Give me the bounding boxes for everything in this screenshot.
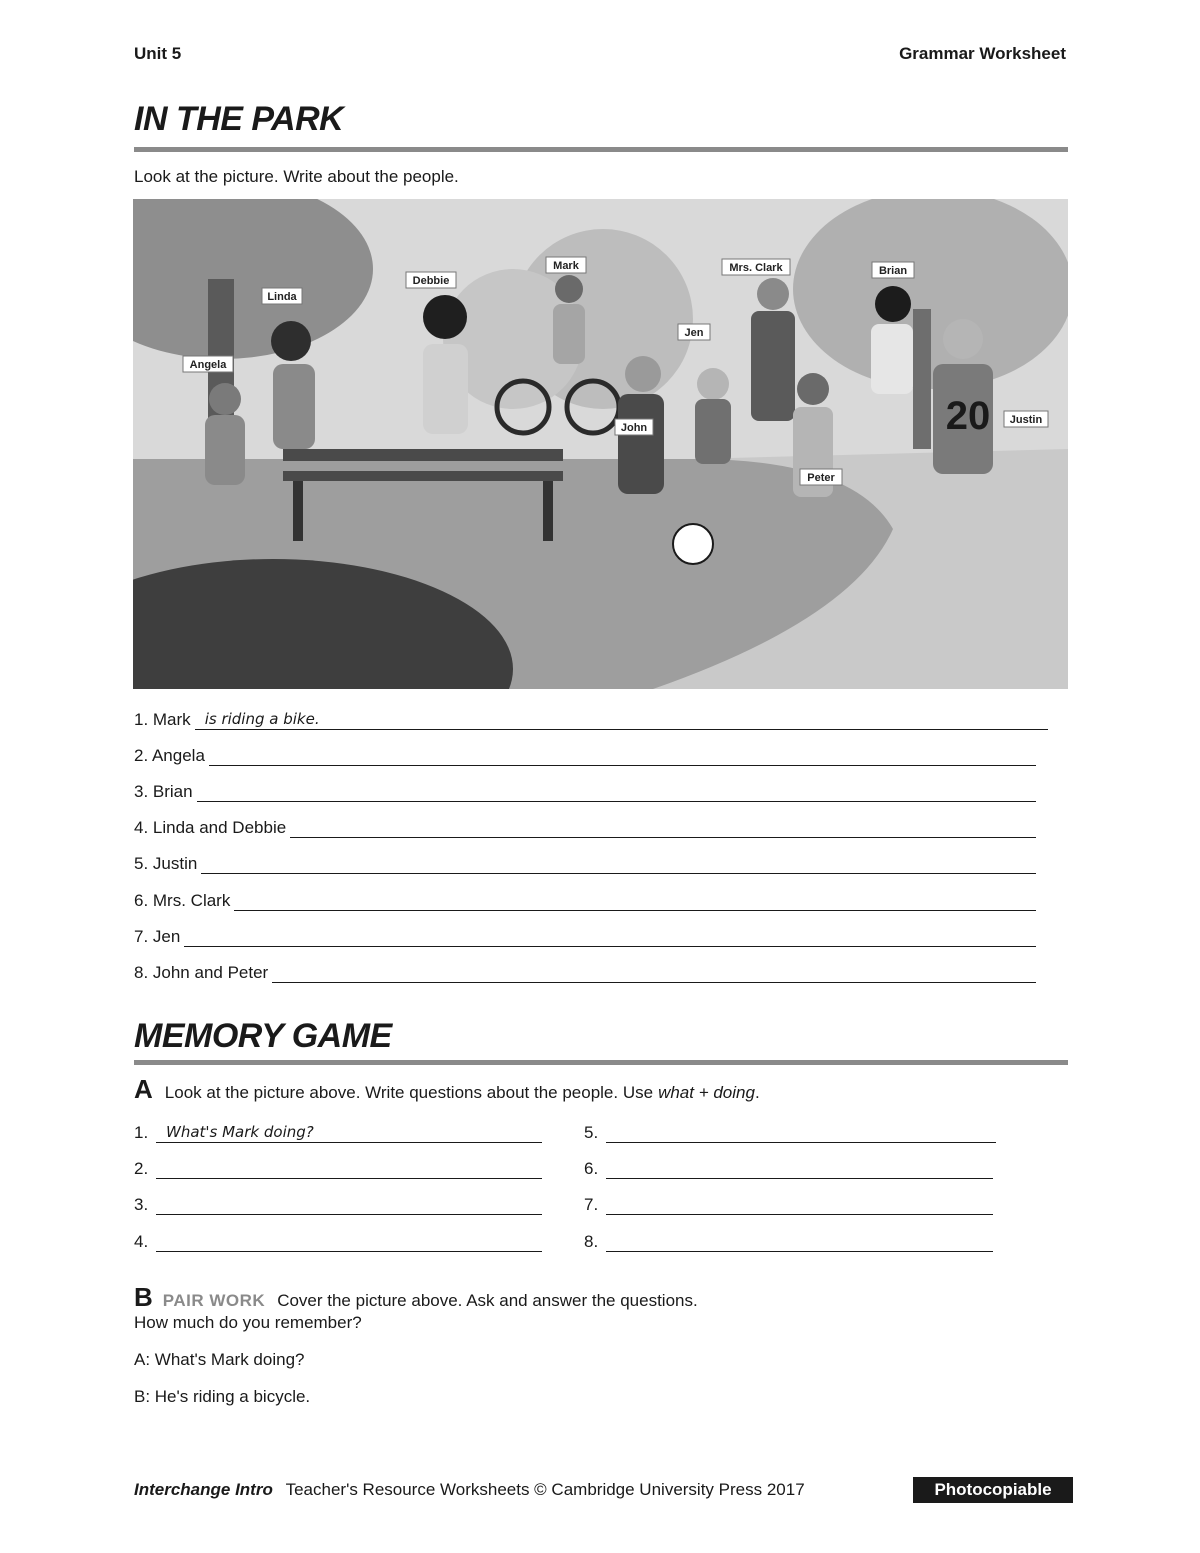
svg-text:Debbie: Debbie: [412, 275, 450, 287]
exercise-item-6: [134, 887, 1036, 911]
exercise-item-3: [134, 778, 1036, 802]
svg-text:Jen: Jen: [684, 327, 704, 339]
item-label: 4. Linda and Debbie: [134, 818, 287, 837]
answer-field[interactable]: is riding a bike.: [195, 709, 1048, 730]
section-title-park: IN THE PARK: [134, 100, 344, 138]
item-label: 5. Justin: [134, 854, 198, 873]
answer-field[interactable]: [184, 928, 1036, 947]
svg-text:Mrs. Clark: Mrs. Clark: [729, 262, 783, 274]
name-tag-mrs-clark: [722, 259, 790, 275]
question-field[interactable]: [156, 1160, 542, 1179]
exercise-item-4: [134, 814, 1036, 838]
question-item-3: 3.: [134, 1191, 542, 1215]
question-item-5: 5.: [584, 1119, 996, 1143]
svg-text:Peter: Peter: [807, 472, 835, 484]
svg-text:Justin: Justin: [1009, 414, 1043, 426]
question-field[interactable]: [156, 1233, 542, 1252]
question-field[interactable]: [606, 1160, 993, 1179]
photocopiable-badge: Photocopiable: [913, 1477, 1073, 1503]
worksheet-type: Grammar Worksheet: [899, 44, 1066, 63]
item-label: 1. Mark: [134, 710, 191, 729]
part-a-instruction: A Look at the picture above. Write questions about the people. Use what + doing .: [134, 1074, 760, 1104]
answer-field[interactable]: [197, 783, 1036, 802]
park-scene-image: [133, 199, 1068, 689]
part-b-instruction: B PAIR WORK Cover the picture above. Ask and answer the questions.: [134, 1282, 698, 1312]
exercise-item-2: [134, 742, 1036, 766]
item-label: 8. John and Peter: [134, 963, 269, 982]
unit-label: Unit 5: [134, 44, 182, 63]
question-item-7: 7.: [584, 1191, 993, 1215]
svg-text:John: John: [620, 422, 648, 434]
name-tag-angela: [183, 356, 233, 372]
answer-field[interactable]: [234, 892, 1036, 911]
answer-field[interactable]: [209, 747, 1036, 766]
part-b-letter: B: [134, 1282, 153, 1312]
question-field[interactable]: [606, 1124, 996, 1143]
exercise-item-1: [134, 706, 1048, 730]
question-field[interactable]: [606, 1233, 993, 1252]
question-field[interactable]: What's Mark doing?: [156, 1122, 542, 1143]
park-instruction: Look at the picture. Write about the people.: [134, 167, 459, 186]
question-item-8: 8.: [584, 1228, 993, 1252]
answer-field[interactable]: [272, 964, 1036, 983]
svg-text:Mark: Mark: [553, 260, 579, 272]
svg-text:Angela: Angela: [189, 359, 227, 371]
name-tag-justin: [1004, 411, 1048, 427]
footer: [134, 1480, 805, 1500]
answer-field[interactable]: [290, 819, 1036, 838]
footer-brand: Interchange Intro: [134, 1480, 273, 1499]
name-tag-peter: [800, 469, 842, 485]
question-field[interactable]: [156, 1196, 542, 1215]
exercise-item-7: [134, 923, 1036, 947]
exercise-item-5: [134, 850, 1036, 874]
name-tag-brian: [872, 262, 914, 278]
name-tag-mark: [546, 257, 586, 273]
name-tag-debbie: [406, 272, 456, 288]
exercise-item-8: [134, 959, 1036, 983]
item-label: 3. Brian: [134, 782, 193, 801]
svg-text:Linda: Linda: [267, 291, 297, 303]
svg-text:20: 20: [945, 394, 991, 438]
question-item-2: 2.: [134, 1155, 542, 1179]
question-field[interactable]: [606, 1196, 993, 1215]
question-item-4: 4.: [134, 1228, 542, 1252]
item-label: 6. Mrs. Clark: [134, 891, 231, 910]
name-tag-linda: [262, 288, 302, 304]
section-title-memory: MEMORY GAME: [134, 1017, 392, 1055]
footer-copyright: Teacher's Resource Worksheets © Cambridge University Press 2017: [285, 1480, 805, 1499]
item-label: 2. Angela: [134, 746, 205, 765]
part-a-letter: A: [134, 1074, 153, 1104]
dialogue-line-b: B: He's riding a bicycle.: [134, 1387, 311, 1406]
name-tag-jen: [678, 324, 710, 340]
item-label: 7. Jen: [134, 927, 181, 946]
part-b-instruction-2: How much do you remember?: [134, 1313, 362, 1332]
svg-text:Brian: Brian: [878, 265, 908, 277]
title-rule: [134, 1060, 1068, 1065]
title-rule: [134, 147, 1068, 152]
dialogue-line-a: A: What's Mark doing?: [134, 1350, 305, 1369]
pair-work-label: PAIR WORK: [162, 1291, 266, 1310]
question-item-6: 6.: [584, 1155, 993, 1179]
name-tag-john: [615, 419, 653, 435]
question-item-1: 1. What's Mark doing?: [134, 1119, 542, 1143]
answer-field[interactable]: [201, 855, 1036, 874]
